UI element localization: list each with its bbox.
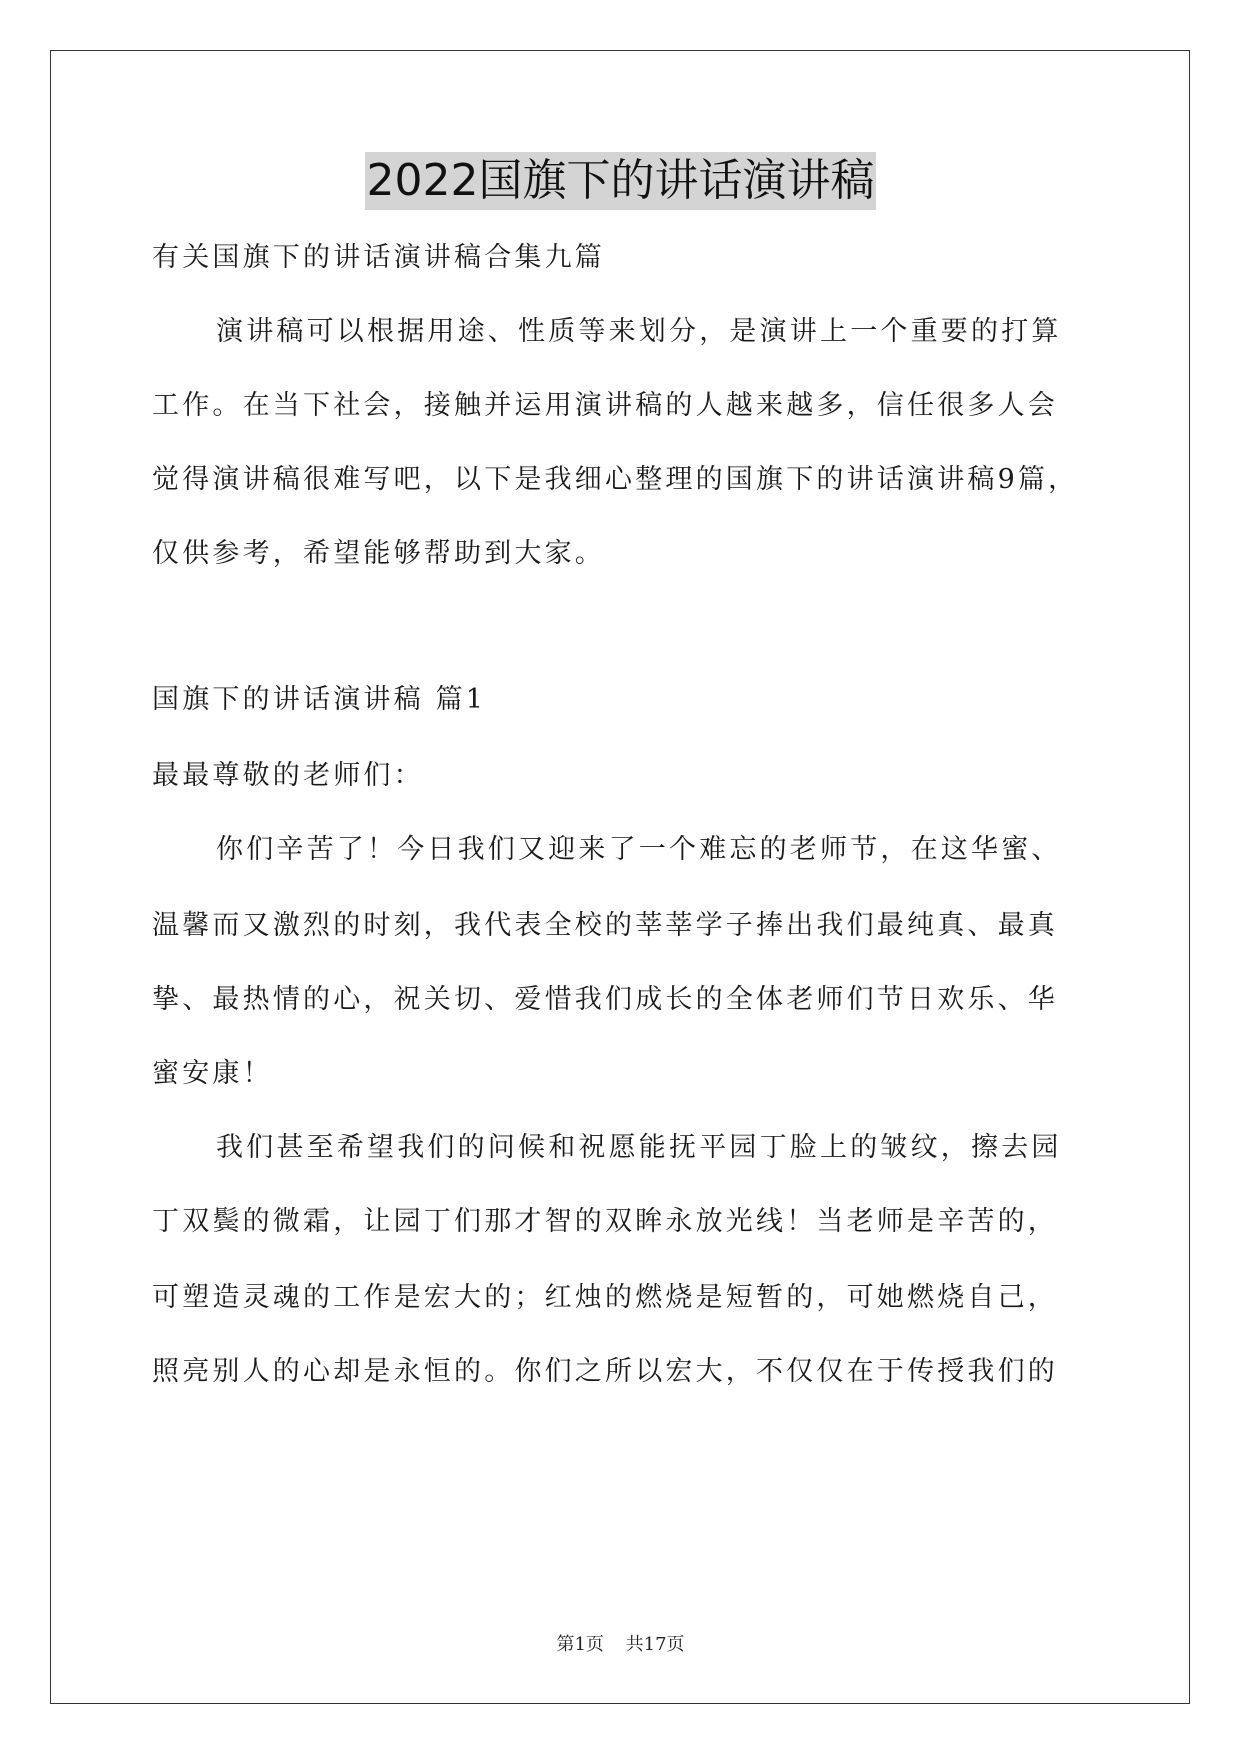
section-heading: 国旗下的讲话演讲稿 篇1 bbox=[152, 684, 487, 715]
intro-line-4: 仅供参考，希望能够帮助到大家。 bbox=[152, 538, 605, 569]
page-border bbox=[50, 50, 1190, 1704]
page-total: 共17页 bbox=[625, 1634, 685, 1655]
para1-line-2: 温馨而又激烈的时刻，我代表全校的莘莘学子捧出我们最纯真、最真 bbox=[152, 910, 1058, 941]
page-footer bbox=[0, 1630, 1241, 1656]
document-subtitle: 有关国旗下的讲话演讲稿合集九篇 bbox=[152, 242, 605, 273]
intro-line-1: 演讲稿可以根据用途、性质等来划分，是演讲上一个重要的打算 bbox=[216, 316, 1062, 347]
intro-line-2: 工作。在当下社会，接触并运用演讲稿的人越来越多，信任很多人会 bbox=[152, 390, 1058, 421]
salutation: 最最尊敬的老师们： bbox=[152, 760, 424, 791]
title-wrapper bbox=[0, 152, 1241, 210]
para1-line-4: 蜜安康！ bbox=[152, 1058, 273, 1089]
page-number: 第1页 bbox=[556, 1634, 604, 1655]
para2-line-1: 我们甚至希望我们的问候和祝愿能抚平园丁脸上的皱纹，擦去园 bbox=[216, 1132, 1062, 1163]
document-title: 2022国旗下的讲话演讲稿 bbox=[365, 152, 877, 210]
para2-line-4: 照亮别人的心却是永恒的。你们之所以宏大，不仅仅在于传授我们的 bbox=[152, 1356, 1058, 1387]
para2-line-2: 丁双鬓的微霜，让园丁们那才智的双眸永放光线！当老师是辛苦的， bbox=[152, 1206, 1058, 1237]
intro-line-3: 觉得演讲稿很难写吧，以下是我细心整理的国旗下的讲话演讲稿9篇， bbox=[152, 464, 1079, 495]
para2-line-3: 可塑造灵魂的工作是宏大的；红烛的燃烧是短暂的，可她燃烧自己， bbox=[152, 1282, 1058, 1313]
para1-line-3: 挚、最热情的心，祝关切、爱惜我们成长的全体老师们节日欢乐、华 bbox=[152, 984, 1058, 1015]
para1-line-1: 你们辛苦了！今日我们又迎来了一个难忘的老师节，在这华蜜、 bbox=[216, 834, 1062, 865]
